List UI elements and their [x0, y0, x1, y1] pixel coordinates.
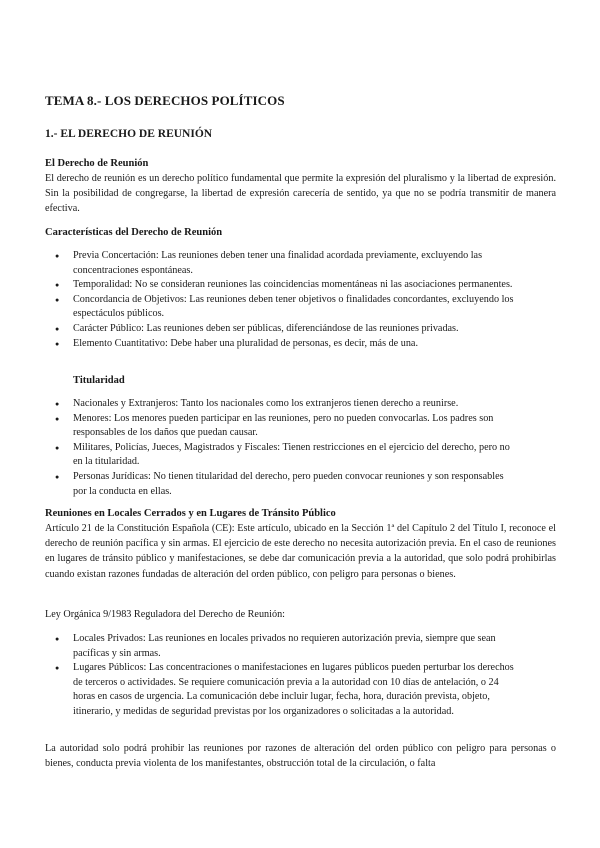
list-item: ● Elemento Cuantitativo: Debe haber una pluralidad de personas, es decir, más de una.: [45, 337, 515, 352]
heading-caracteristicas: Características del Derecho de Reunión: [45, 227, 223, 238]
paragraph-articulo-21: Artículo 21 de la Constitución Española (CE): Este artículo, ubicado en la Sección 1ª del Capítulo 2 del Título I, reconoce el derecho de reunión pacífica y sin armas. El ejercicio de este derecho no necesita autorización previa. En el caso de reuniones en lugares de tránsito público y manifestaciones, se debe dar comunicación previa a la autoridad, que solo podrá prohibirlas cuando existan razones fundadas de alteración del orden público, con peligro para personas o bienes.: [45, 523, 556, 580]
list-item: ● Carácter Público: Las reuniones deben ser públicas, diferenciándose de las reuniones privadas.: [45, 322, 515, 337]
paragraph-prohibicion: La autoridad solo podrá prohibir las reuniones por razones de alteración del orden público con peligro para personas o bienes, conducta previa violenta de los manifestantes, obstrucción total de la circulación, o falta: [45, 743, 556, 770]
document-title: TEMA 8.- LOS DERECHOS POLÍTICOS: [45, 93, 285, 108]
list-item: ● Nacionales y Extranjeros: Tanto los nacionales como los extranjeros tienen derecho a reunirse.: [45, 397, 515, 412]
list-item: ● Militares, Policías, Jueces, Magistrados y Fiscales: Tienen restricciones en el ejercicio del derecho, pero no en la titularidad.: [45, 441, 515, 470]
list-item: ● Personas Jurídicas: No tienen titularidad del derecho, pero pueden convocar reuniones y son responsables por la conducta en ellas.: [45, 470, 515, 499]
heading-titularidad: Titularidad: [73, 375, 125, 386]
paragraph-definition: El derecho de reunión es un derecho político fundamental que permite la expresión del pluralismo y la libertad de expresión. Sin la posibilidad de congregarse, la libertad de expresión carecería de sentido, ya que no se podría transmitir de manera efectiva.: [45, 173, 556, 215]
list-item: ● Locales Privados: Las reuniones en locales privados no requieren autorización previa, siempre que sean pacíficas y sin armas.: [45, 632, 515, 661]
paragraph-ley-organica: Ley Orgánica 9/1983 Reguladora del Derecho de Reunión:: [45, 609, 285, 620]
list-item: ● Temporalidad: No se consideran reuniones las coincidencias momentáneas ni las asociaciones permanentes.: [45, 278, 515, 293]
list-item: ● Previa Concertación: Las reuniones deben tener una finalidad acordada previamente, excluyendo las concentraciones espontáneas.: [45, 249, 515, 278]
list-titularidad: [45, 397, 515, 499]
list-caracteristicas: [45, 249, 515, 351]
list-locales: [45, 632, 515, 720]
heading-derecho-reunion: El Derecho de Reunión: [45, 158, 149, 169]
section-title: 1.- EL DERECHO DE REUNIÓN: [45, 128, 213, 140]
heading-reuniones-locales: Reuniones en Locales Cerrados y en Lugares de Tránsito Público: [45, 508, 336, 519]
list-item: ● Lugares Públicos: Las concentraciones o manifestaciones en lugares públicos pueden perturbar los derechos de terceros o actividades. Se requiere comunicación previa a la autoridad con 10 días de antelación, o 24 horas en casos de urgencia. La comunicación debe incluir lugar, fecha, hora, duración prevista, objeto, itinerario, y medidas de seguridad previstas por los organizadores o solicitadas a la autoridad.: [45, 661, 515, 719]
list-item: ● Menores: Los menores pueden participar en las reuniones, pero no pueden convocarlas. Los padres son responsables de los daños que puedan causar.: [45, 412, 515, 441]
list-item: ● Concordancia de Objetivos: Las reuniones deben tener objetivos o finalidades concordantes, excluyendo los espectáculos públicos.: [45, 293, 515, 322]
